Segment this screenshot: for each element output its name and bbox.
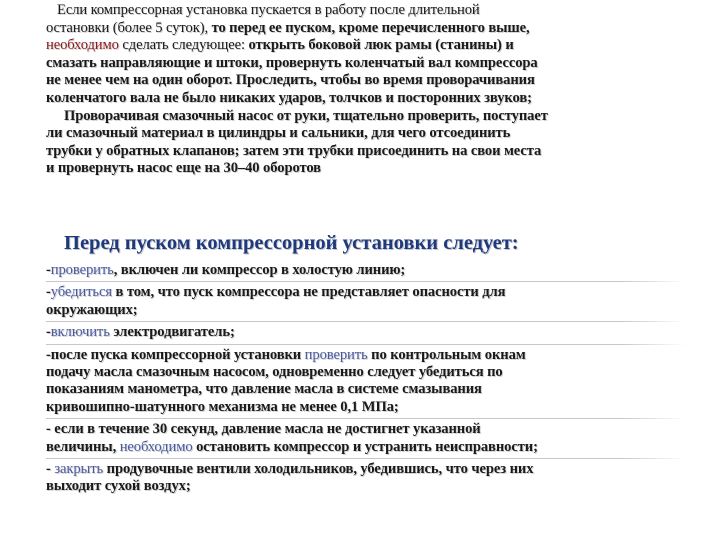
list-item-continuation: выходит сухой воздух; xyxy=(46,478,191,495)
list-item-continuation: кривошипно-шатунного механизма не менее 0,1 МПа; xyxy=(46,398,399,415)
list-item: - закрыть продувочные вентили холодильников, убедившись, что через них xyxy=(46,461,534,478)
intro-paragraph xyxy=(46,2,686,178)
p1-line-4: смазать направляющие и штоки, провернуть коленчатый вал компрессора xyxy=(46,54,538,71)
list-item: -после пуска компрессорной установки проверить по контрольным окнам xyxy=(46,346,526,363)
section-heading: Перед пуском компрессорной установки следует: xyxy=(64,232,519,254)
p1-line-3b: сделать следующее: xyxy=(118,37,245,54)
p1-keyword-neobhodimo: необходимо xyxy=(46,37,119,54)
verb-vklyuchit: включить xyxy=(50,324,110,341)
verb-ubeditsya: убедиться xyxy=(50,284,112,301)
list-item-continuation: показаниям манометра, что давление масла в системе смазывания xyxy=(46,381,482,398)
p1-line-8: ли смазочный материал в цилиндры и сальники, для чего отсоединить xyxy=(46,125,511,142)
p1-line-7: Проворачивая смазочный насос от руки, тщательно проверить, поступает xyxy=(64,107,548,124)
divider xyxy=(46,458,686,459)
p1-line-5: не менее чем на один оборот. Проследить, чтобы во время проворачивания xyxy=(46,72,535,89)
list-item-continuation: окружающих; xyxy=(46,301,138,318)
list-item-continuation: величины, необходимо остановить компрессор и устранить неисправности; xyxy=(46,438,538,455)
divider xyxy=(46,281,686,282)
divider xyxy=(46,344,686,345)
verb-neobhodimo: необходимо xyxy=(119,438,193,455)
divider xyxy=(46,321,686,322)
list-item: - если в течение 30 секунд, давление масла не достигнет указанной xyxy=(46,421,481,438)
divider xyxy=(46,418,686,419)
verb-proverit-2: проверить xyxy=(304,346,368,363)
p1-line-9: трубки у обратных клапанов; затем эти трубки присоединить на свои места xyxy=(46,142,542,159)
p1-line-6: коленчатого вала не было никаких ударов, толчков и посторонних звуков; xyxy=(46,89,532,106)
verb-zakryt: закрыть xyxy=(54,461,104,478)
list-item: -проверить, включен ли компрессор в холостую линию; xyxy=(46,262,406,278)
p1-line-2b: то перед ее пуском, кроме перечисленного выше, xyxy=(208,19,530,36)
p1-line-3c: открыть боковой люк рамы (станины) и xyxy=(244,37,514,54)
list-item: -включить электродвигатель; xyxy=(46,324,235,341)
p1-line-10: и провернуть насос еще на 30–40 оборотов xyxy=(46,160,321,177)
checklist xyxy=(46,262,686,496)
list-item: -убедиться в том, что пуск компрессора не представляет опасности для xyxy=(46,284,506,301)
list-item-continuation: подачу масла смазочным насосом, одновременно следует убедиться по xyxy=(46,364,503,381)
p1-line-2a: остановки (более 5 суток), xyxy=(46,19,209,36)
verb-proverit: проверить xyxy=(50,262,114,278)
p1-line-1: Если компрессорная установка пускается в работу после длительной xyxy=(57,2,480,18)
